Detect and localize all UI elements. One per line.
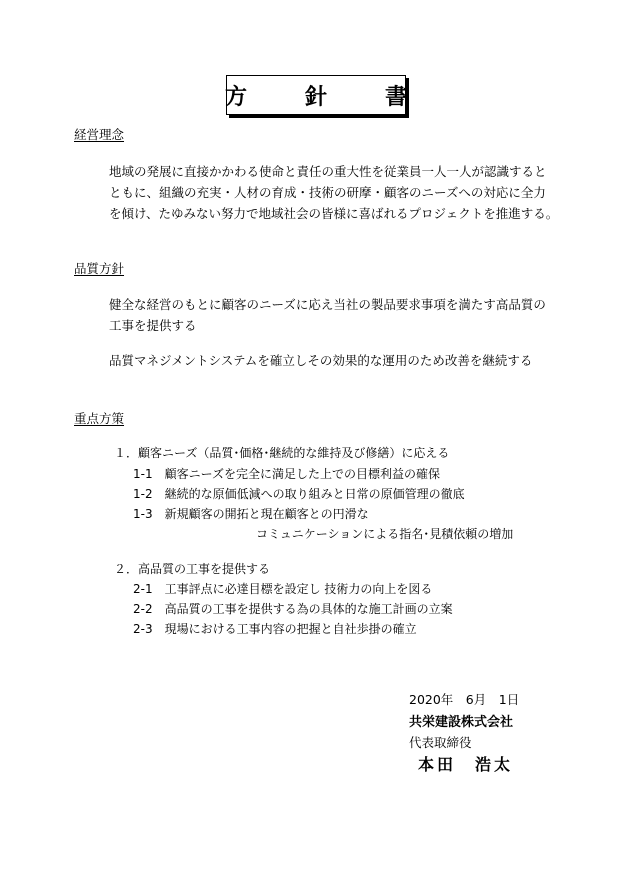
- issue-date: 2020年 6月 1日: [409, 692, 520, 707]
- priority-item: 2-2 高品質の工事を提供する為の具体的な施工計画の立案: [133, 602, 453, 616]
- quality-policy-heading: 品質方針: [74, 261, 125, 276]
- priority-item: 1-1 顧客ニーズを完全に満足した上での目標利益の確保: [133, 467, 441, 481]
- priority-heading: 重点方策: [74, 411, 125, 426]
- priority-section-2-title: ２．高品質の工事を提供する: [114, 562, 271, 576]
- quality-policy-line: 健全な経営のもとに顧客のニーズに応え当社の製品要求事項を満たす高品質の: [109, 297, 546, 312]
- philosophy-text: [109, 161, 558, 224]
- priority-item: 2-1 工事評点に必達目標を設定し 技術力の向上を図る: [133, 582, 433, 596]
- priority-item: 2-3 現場における工事内容の把握と自社歩掛の確立: [133, 622, 417, 636]
- philosophy-line: ともに、組織の充実・人材の育成・技術の研摩・顧客のニーズへの対応に全力: [109, 185, 546, 200]
- document-title: 方 針 書: [225, 84, 426, 110]
- representative-title: 代表取締役: [409, 735, 472, 750]
- quality-policy-paragraph-1: [109, 294, 546, 336]
- priority-item: 1-2 継続的な原価低減への取り組みと日常の原価管理の徹底: [133, 487, 465, 501]
- title-box: [225, 75, 426, 115]
- philosophy-heading: 経営理念: [74, 127, 125, 142]
- representative-name: 本田 浩太: [418, 755, 514, 774]
- quality-policy-paragraph-2: 品質マネジメントシステムを確立しその効果的な運用のため改善を継続する: [109, 353, 533, 368]
- priority-section-1-title: １．顧客ニーズ（品質･価格･継続的な維持及び修繕）に応える: [114, 446, 450, 460]
- priority-item: 1-3 新規顧客の開拓と現在顧客との円滑な: [133, 507, 369, 521]
- company-name: 共栄建設株式会社: [409, 715, 514, 730]
- philosophy-line: 地域の発展に直接かかわる使命と責任の重大性を従業員一人一人が認識すると: [109, 164, 547, 179]
- quality-policy-line: 工事を提供する: [109, 318, 197, 333]
- philosophy-line: を傾け、たゆみない努力で地域社会の皆様に喜ばれるプロジェクトを推進する。: [109, 206, 559, 221]
- priority-item-continuation: コミュニケーションによる指名･見積依頼の増加: [256, 527, 514, 541]
